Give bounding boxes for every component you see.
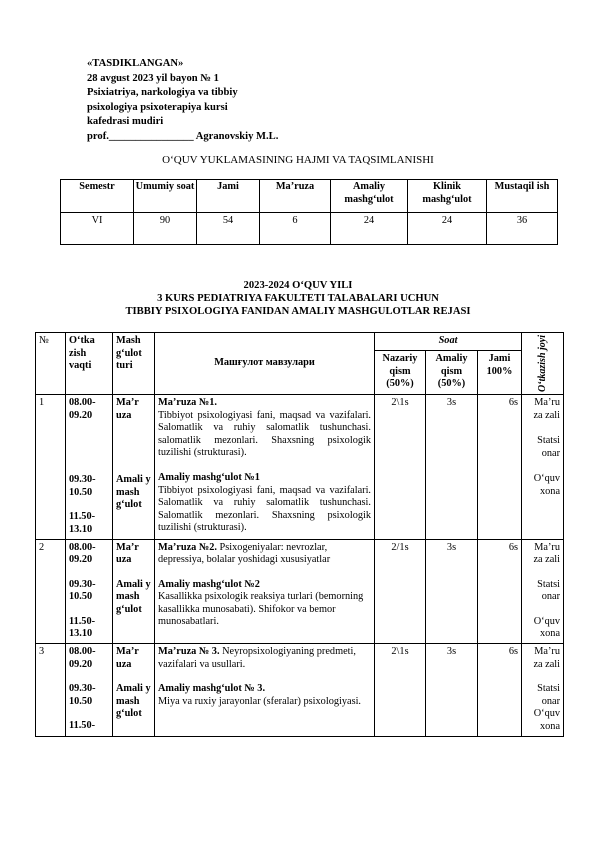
time-slot: 08.00- 09.20	[69, 541, 96, 566]
summary-row	[61, 213, 558, 245]
practice-title: Amaliy mashg‘ulot №1	[158, 471, 260, 483]
place-classroom: O‘quv xona	[533, 473, 561, 497]
row-theme	[155, 644, 375, 737]
summary-header-cell: Ma’ruza	[260, 180, 331, 213]
row-theme	[155, 394, 375, 539]
approval-line: «TASDIKLANGAN»	[87, 58, 184, 69]
header-place-text: O‘tkazish joyi	[537, 335, 549, 392]
type-lecture: Ma’r uza	[116, 396, 139, 421]
practice-text: Tibbiyot psixologiyasi fani, maqsad va vazifalari. Salomatlik va ruhiy salomatlik tushunchasi. Salomatlik mezonlari. Shaxsning psixologik tuzilishi (strukturasi).	[158, 484, 371, 534]
lecture-title: Ma’ruza № 3.	[158, 646, 220, 658]
row-type	[113, 539, 155, 644]
summary-header-cell: Klinik mashg‘ulot	[408, 180, 487, 213]
lecture-title: Ma’ruza №1.	[158, 396, 217, 408]
header-soat: Soat	[375, 333, 522, 351]
time-slot: 11.50- 13.10	[69, 615, 96, 640]
type-practice: Amali y mash g‘ulot	[116, 578, 151, 615]
row-nazariy: 2/1s	[375, 539, 426, 644]
practice-text: Miya va ruxiy jarayonlar (sferalar) psixologiyasi.	[158, 695, 362, 707]
row-amaliy: 3s	[426, 394, 478, 539]
row-num: 2	[36, 539, 66, 644]
time-slot: 08.00- 09.20	[69, 396, 96, 421]
practice-title: Amaliy mashg‘ulot № 3.	[158, 683, 266, 695]
summary-cell: VI	[61, 213, 134, 245]
time-slot: 08.00- 09.20	[69, 646, 96, 670]
time-slot: 11.50-	[69, 720, 96, 732]
summary-cell: 6	[260, 213, 331, 245]
header-nazariy: Nazariy qism (50%)	[375, 351, 426, 395]
header-num: №	[36, 333, 66, 395]
lecture-line	[158, 646, 371, 671]
row-place	[522, 644, 564, 737]
type-lecture: Ma’r uza	[116, 541, 139, 566]
place-lecture: Ma’ru za zali	[533, 396, 561, 421]
row-theme	[155, 539, 375, 644]
summary-cell: 90	[134, 213, 197, 245]
place-lecture: Ma’ru za zali	[533, 541, 561, 566]
row-amaliy: 3s	[426, 539, 478, 644]
lecture-title: Ma’ruza №2.	[158, 541, 217, 553]
place-stationary: Statsi onar	[537, 435, 561, 459]
type-practice: Amali y mash g‘ulot	[116, 683, 151, 720]
row-type	[113, 644, 155, 737]
plan-header-row	[36, 333, 564, 351]
header-place	[522, 333, 564, 395]
summary-cell: 54	[197, 213, 260, 245]
summary-table	[60, 179, 558, 245]
summary-cell: 24	[408, 213, 487, 245]
approval-block	[87, 57, 278, 145]
summary-header-cell: Jami	[197, 180, 260, 213]
time-slot: 09.30- 10.50	[69, 474, 96, 498]
place-stationary: Statsi onar	[537, 683, 561, 707]
header-time: O‘tka zish vaqti	[66, 333, 113, 395]
summary-title: O‘QUV YUKLAMASINING HAJMI VA TAQSIMLANISHI	[162, 154, 434, 166]
header-type: Mash g‘ulot turi	[113, 333, 155, 395]
plan-heading-line: TIBBIY PSIXOLOGIYA FANIDAN AMALIY MASHGULOTLAR REJASI	[125, 306, 471, 317]
summary-header-cell: Amaliy mashg‘ulot	[331, 180, 408, 213]
row-nazariy: 2\1s	[375, 394, 426, 539]
time-slot: 09.30- 10.50	[69, 683, 96, 707]
plan-heading-line: 2023-2024 O‘QUV YILI	[243, 280, 353, 291]
lecture-text: Tibbiyot psixologiyasi fani, maqsad va vazifalari. Salomatlik va ruhiy salomatlik tushunchasi. salomatlik mezonlari. Shaxsning psixologik tuzilishi (strukturasi).	[158, 409, 371, 459]
approval-line: kafedrasi mudiri	[87, 116, 164, 128]
lecture-line	[158, 542, 371, 567]
row-jami: 6s	[478, 394, 522, 539]
summary-header-row	[61, 180, 558, 213]
lecture-text: Psixogeniyalar: nevrozlar, depressiya, bolalar yoshidagi xususiyatlar	[158, 541, 331, 566]
approval-line: prof.________________ Agranovskiy M.L.	[87, 130, 279, 142]
time-slot: 11.50- 13.10	[69, 511, 96, 535]
place-classroom: O‘quv xona	[533, 615, 561, 640]
approval-line: 28 avgust 2023 yil bayon № 1	[87, 72, 219, 84]
row-jami: 6s	[478, 644, 522, 737]
header-amaliy: Amaliy qism (50%)	[426, 351, 478, 395]
table-row	[36, 394, 564, 539]
type-practice: Amali y mash g‘ulot	[116, 474, 151, 511]
lecture-text: Neyropsixologiyaning predmeti, vazifalari va usullari.	[158, 646, 356, 670]
time-slot: 09.30- 10.50	[69, 578, 96, 603]
practice-text: Kasallikka psixologik reaksiya turlari (bemorning kasallikka munosabati). Shifokor va bemor munosabatlari.	[158, 591, 364, 628]
row-amaliy: 3s	[426, 644, 478, 737]
place-classroom: O‘quv xona	[533, 708, 561, 733]
summary-cell: 24	[331, 213, 408, 245]
row-place	[522, 539, 564, 644]
header-theme: Машғулот мавзулари	[155, 333, 375, 395]
summary-cell: 36	[487, 213, 558, 245]
approval-line: Psixiatriya, narkologiya va tibbiy	[87, 87, 238, 99]
type-lecture: Ma’r uza	[116, 646, 139, 670]
row-place	[522, 394, 564, 539]
practice-title: Amaliy mashg‘ulot №2	[158, 578, 260, 590]
summary-header-cell: Umumiy soat	[134, 180, 197, 213]
place-lecture: Ma’ru za zali	[533, 646, 561, 670]
header-jami: Jami 100%	[478, 351, 522, 395]
row-time	[66, 394, 113, 539]
place-stationary: Statsi onar	[537, 578, 561, 603]
row-nazariy: 2\1s	[375, 644, 426, 737]
summary-header-cell: Mustaqil ish	[487, 180, 558, 213]
approval-line: psixologiya psixoterapiya kursi	[87, 101, 228, 113]
row-type	[113, 394, 155, 539]
row-num: 1	[36, 394, 66, 539]
plan-table	[35, 332, 564, 737]
table-row	[36, 539, 564, 644]
row-time	[66, 539, 113, 644]
plan-heading	[0, 279, 596, 318]
row-jami: 6s	[478, 539, 522, 644]
summary-header-cell: Semestr	[61, 180, 134, 213]
row-time	[66, 644, 113, 737]
row-num: 3	[36, 644, 66, 737]
plan-heading-line: 3 KURS PEDIATRIYA FAKULTETI TALABALARI UCHUN	[157, 293, 439, 304]
table-row	[36, 644, 564, 737]
